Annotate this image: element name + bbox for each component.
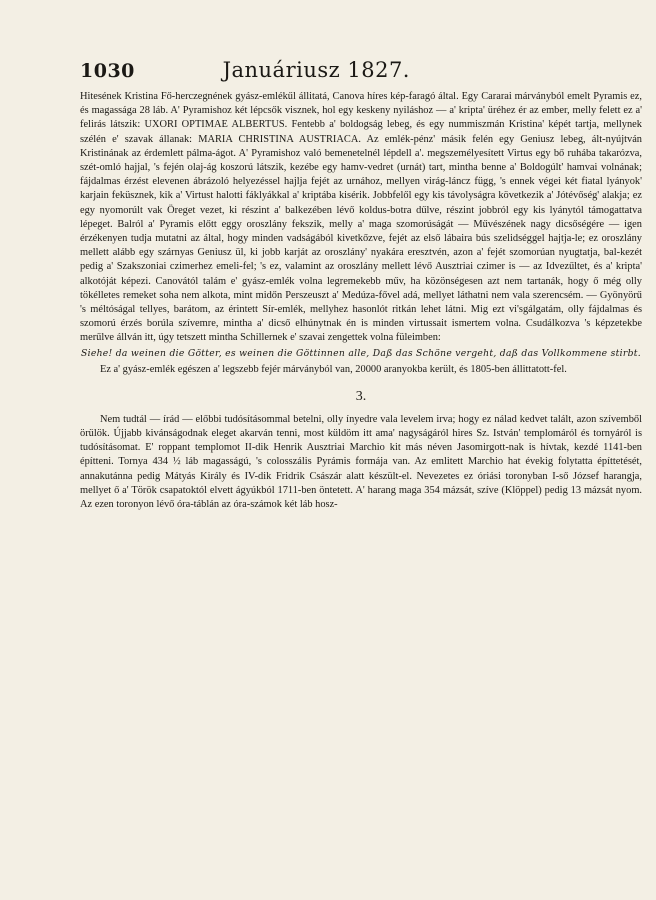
running-head: Januáriusz 1827. [222, 58, 410, 82]
page-number: 1030 [80, 60, 135, 82]
document-page [80, 58, 642, 512]
schiller-quote: Siehe! da weinen die Götter, es weinen die Göttinnen alle, Daß das Schöne vergeht, daß das Vollkommene stirbt. [81, 347, 641, 359]
section-2-paragraph-1: Hitesének Kristina Fő-herczegnének gyász-emlékűl állitatá, Canova híres kép-faragó által. Egy Cararai márványból emelt Pyramis ez, és magassága 28 láb. A' Pyramishoz két lépcsők visznek, hol egy keskeny nyiláshoz — a' kripta' üréhez ér az ember, melly felett ez a' felirás látszik: UXORI OPTIMAE ALBERTUS. Fentebb a' boldogság lebeg, és egy nummiszmán Kristina' képét tartja, mellynek szélén e' szavak állanak: MARIA CHRISTINA AUSTRIACA. Az emlék-pénz' másik felén egy Geniusz lebeg, ált-nyújtván Kristinának az érdemlett pálma-ágot. A' Pyramishoz való bemenetelnél lépdell a'. megszemélyesített Virtus egy bő ruhába takarózva, szét-omló hajjal, 's fején olaj-ág koszorú látszik, kezébe egy hamv-vedret (urnát) tart, mintha benne a' Boldogúlt' hamvai volnának; fájdalmas érzést elevenen ábrázoló helyezéssel hajlja fejét az urnához, mellyen virág-láncz függ, 's ennek végei két fiatal lyányok' karjain feküsznek, kik a' Virtust halotti fáklyákkal a' kriptába kisérik. Jobbfelől egy kis távolyságra következik a' Jótévőség' alakja; ez egy nyomorúlt vak Öreget vezet, ki részint a' balkezében lévő koldus-botra dűlve, részint jobbról egy kis lyánytól támogattatva lépeget. Balról a' Pyramis előtt eggy oroszlány fekszik, melly a' maga szomorúságát — Művészének nagy dicsőségére — igen érzékenyen tudja mutatni az által, hogy minden vadságából kivetkőzve, fejét az első lábaira bús szelidséggel hajtja-le; ez oroszlány mellett alább egy szárnyas Geniusz ül, ki jobb karját az oroszlány' nyakára eresztvén, azon a' fejét szomorúan nyugtatja, bal-kezét pedig a' Szakszoniai czimerhez emeli-fel; 's ez, valamint az oroszlány mellett lévő Ausztriai czimer is — az Idvezűltet, és a' kripta' alkotóját képezi. Canovától talám e' gyász-emlék volna legremekebb műv, ha közönségesen azt nem tartanák, hogy ő még olly tökélletes remeket soha nem alkota, mint midőn Perszeuszt a' Medúza-fővel adá, mellyet láthatni nem vala szerencsém. — Gyönyörű 's méltóságal tellyes, barátom, az érintett Sír-emlék, mellyhez hasonlót ritkán lehet látni. Mig ezt vi'sgálgatám, olly fájdalmas és szomorú érzés borúla szívemre, mintha a' dicső elhúnytnak én is minden virtussait ismertem volna. Csudálkozva 's képzetekbe merűlve állván itt, úgy tetszett mintha Schillernek e' szavai zengettek volna füleimben: [80, 91, 642, 344]
page-header [80, 58, 410, 82]
section-number: 3. [355, 388, 367, 404]
article-body [80, 90, 642, 512]
section-2-paragraph-2: Ez a' gyász-emlék egészen a' legszebb fejér márványból van, 20000 aranyokba került, és 1805-ben állittatott-fel. [100, 363, 567, 375]
section-3-paragraph: Nem tudtál — írád — előbbi tudósításommal betelni, olly ínyedre vala levelem irva; hogy ez nálad kedvet talált, azon szívemből örülök. Újjabb kivánságodnak eleget akarván tenni, most küldöm itt ama' nagyságáról hires Sz. István' templomáról és tornyáról is tudósításomat. E' roppant templomot II-dik Henrik Ausztriai Marchio kit más néven Jasomirgott-nak is hívtak, kezdé 1141-ben építteni. Tornya 434 ½ láb magasságú, 's colosszális Pyrámis formája van. Az emlitett Marchio hat évekig folytatta építtetését, annakutánna pedig Mátyás Király és IV-dik Fridrik Császár alatt készült-el. Nevezetes ez óriási toronyban I-ső József harangja, mellyet ő a' Török csapatoktól elvett ágyúkból 1711-ben öntetett. A' harang maga 354 mázsát, szíve (Klöppel) pedig 13 mázsát nyom. Az ezen toronyon lévő óra-táblán az óra-számok két láb hosz- [80, 413, 642, 511]
